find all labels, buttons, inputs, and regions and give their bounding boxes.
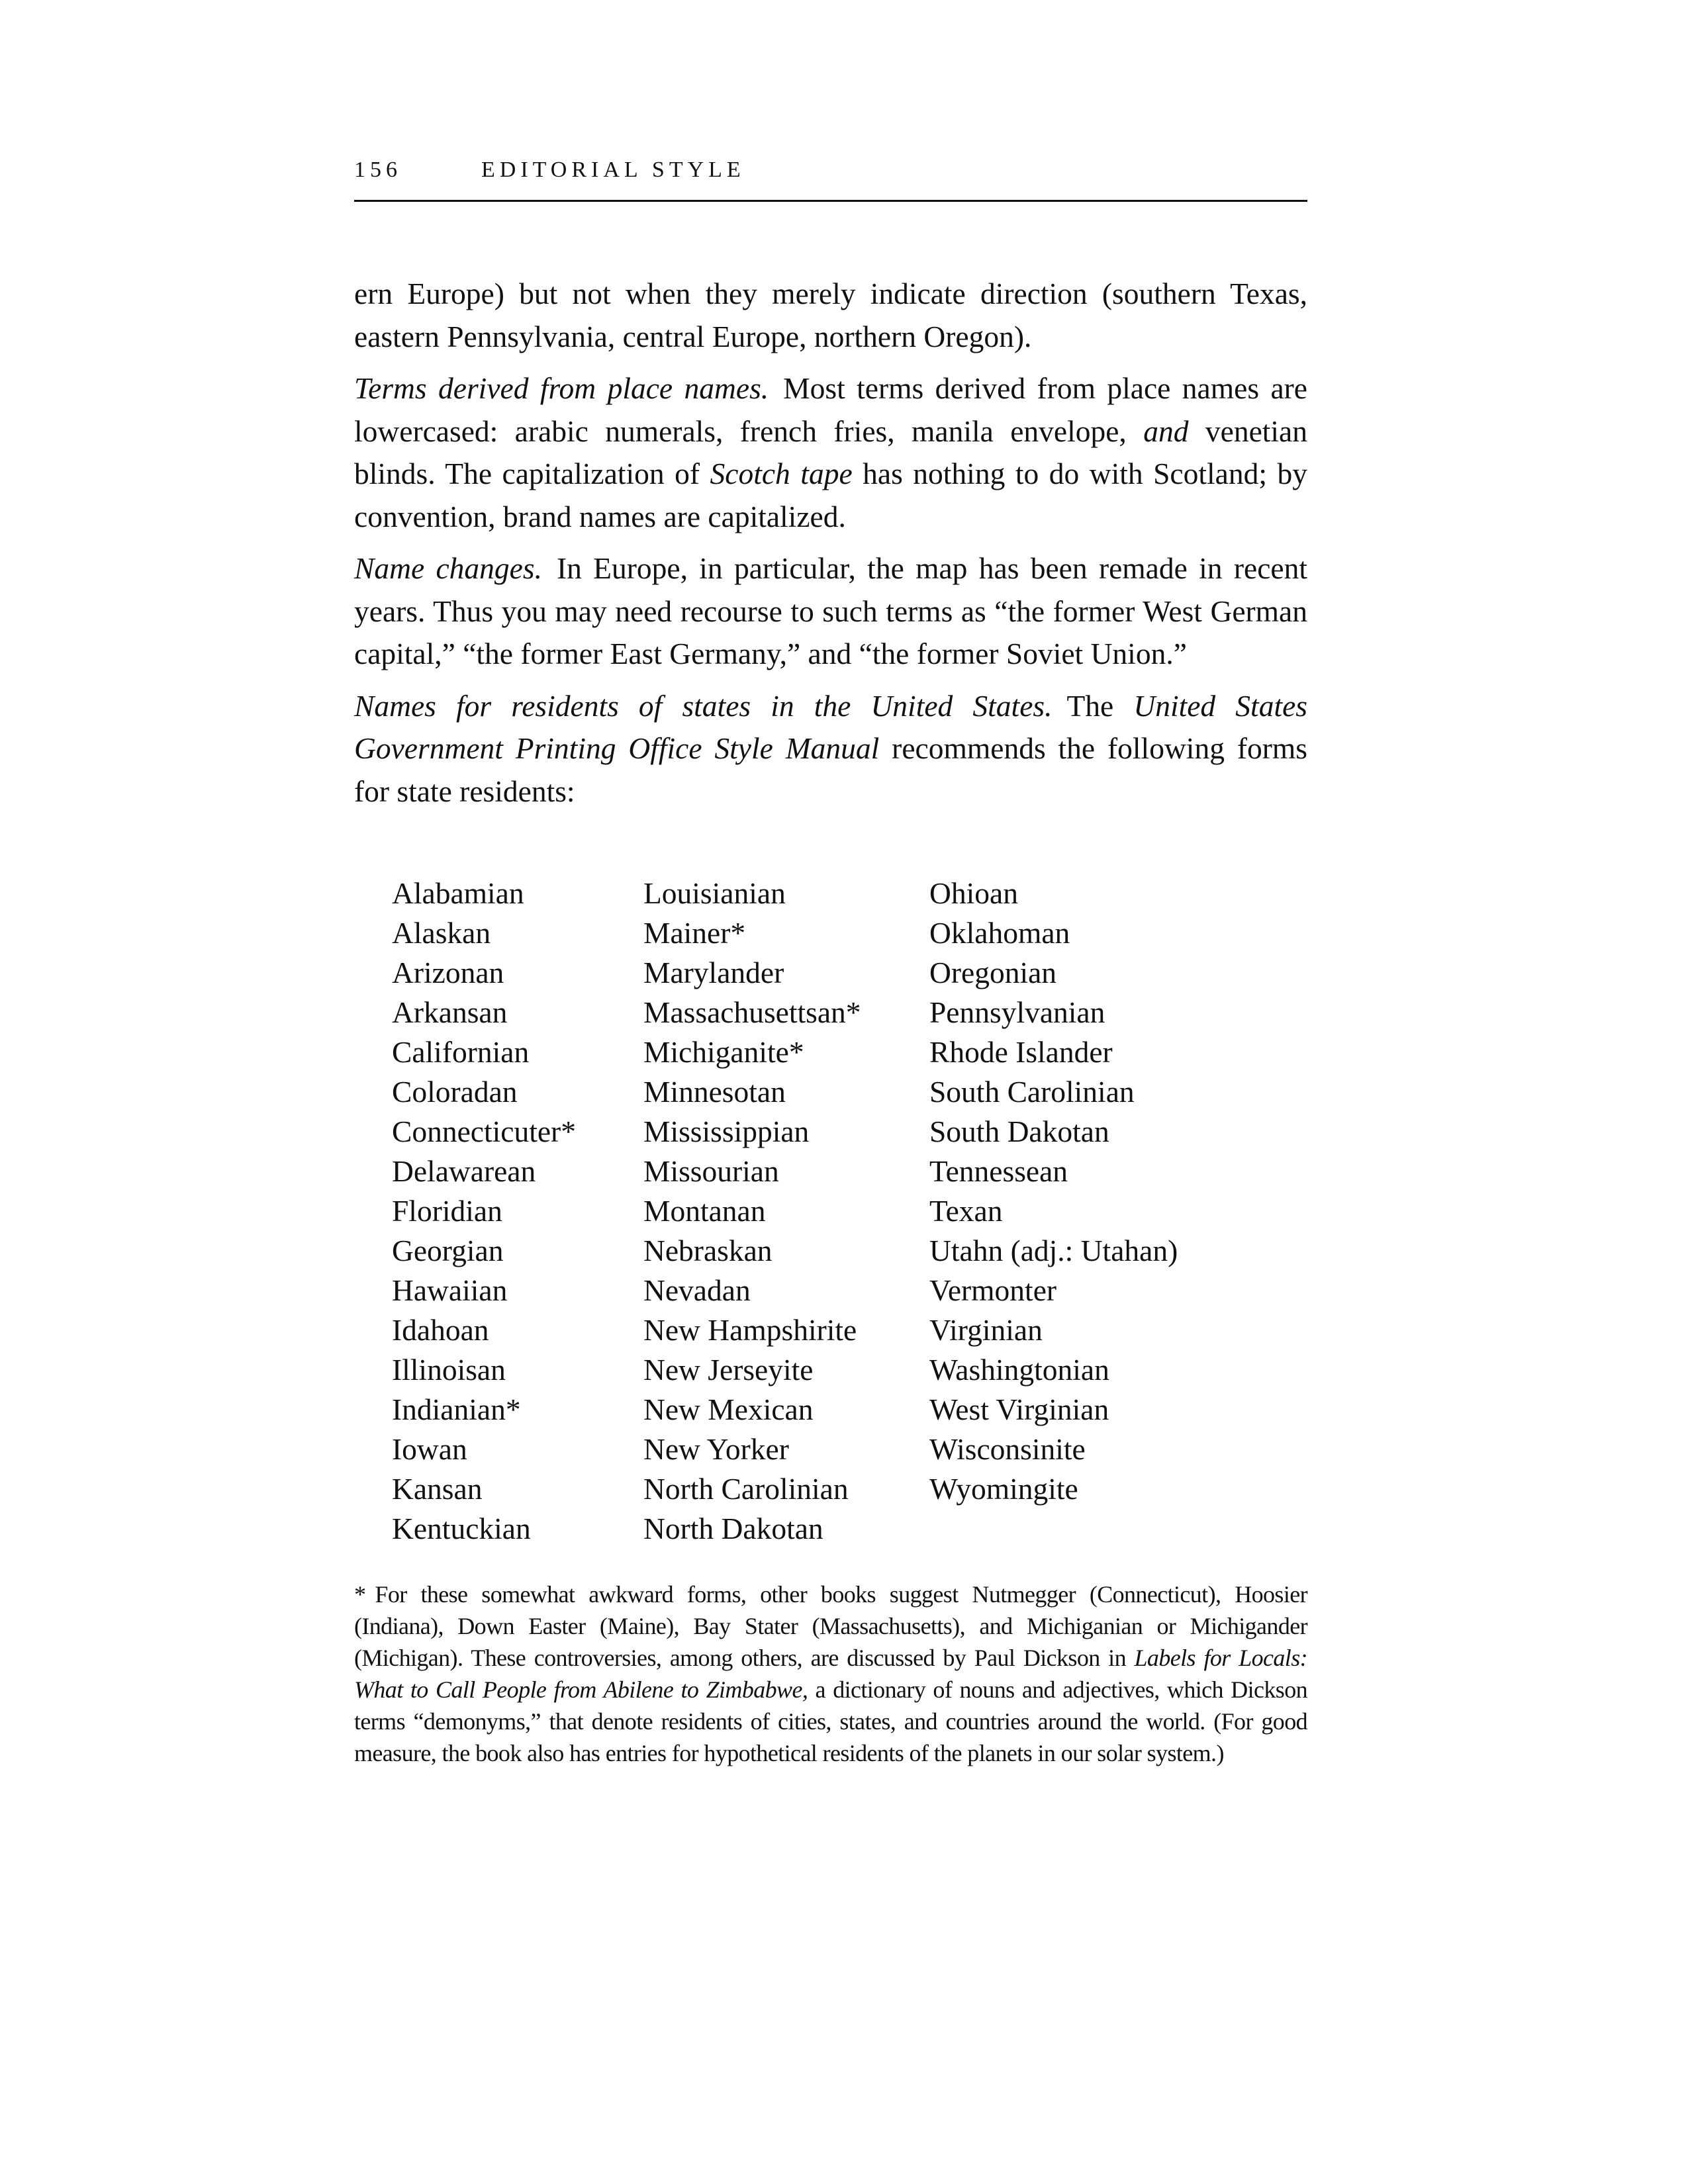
list-item: Virginian	[929, 1313, 1043, 1347]
list-item: Rhode Islander	[929, 1035, 1113, 1069]
list-item: Mainer*	[643, 916, 746, 950]
italic-text: and	[1143, 414, 1189, 448]
list-item: Tennessean	[929, 1154, 1068, 1188]
footnote-book-title: Labels for Locals: What to Call People from Abilene to Zimbabwe,	[354, 1645, 1307, 1703]
list-item: Arkansan	[392, 995, 508, 1029]
paragraph-text: has nothing to do with Scotland; by convention, brand names are capitalized.	[354, 457, 1307, 533]
list-item: Marylander	[643, 956, 784, 989]
paragraph-place-name-terms	[354, 367, 1307, 538]
list-item: Ohioan	[929, 876, 1018, 910]
list-item: Alabamian	[392, 876, 524, 910]
list-item: Mississippian	[643, 1115, 810, 1148]
paragraph-continuation	[354, 273, 1307, 358]
list-item: Californian	[392, 1035, 530, 1069]
list-item: Indianian*	[392, 1392, 521, 1426]
list-item: Oregonian	[929, 956, 1057, 989]
list-item: Nebraskan	[643, 1234, 773, 1267]
list-item: Oklahoman	[929, 916, 1070, 950]
list-column-2	[643, 874, 861, 1549]
list-item: New Mexican	[643, 1392, 814, 1426]
list-item: Michiganite*	[643, 1035, 804, 1069]
list-item: Wisconsinite	[929, 1432, 1086, 1466]
list-item: Montanan	[643, 1194, 766, 1228]
running-title: EDITORIAL STYLE	[481, 158, 745, 182]
list-item: South Dakotan	[929, 1115, 1109, 1148]
list-item: Delawarean	[392, 1154, 536, 1188]
list-item: New Yorker	[643, 1432, 789, 1466]
body-text	[354, 273, 1307, 822]
list-item: Kansan	[392, 1472, 483, 1506]
list-item: Georgian	[392, 1234, 504, 1267]
paragraph-state-residents	[354, 685, 1307, 813]
list-item: Coloradan	[392, 1075, 518, 1109]
list-item: Wyomingite	[929, 1472, 1078, 1506]
run-in-heading: Terms derived from place names.	[354, 371, 769, 405]
paragraph-text: In Europe, in particular, the map has been remade in recent years. Thus you may need recourse to such terms as “the former West German capital,” “the former East Germany,” and “the former Soviet Union.”	[354, 551, 1307, 670]
list-item: Minnesotan	[643, 1075, 786, 1109]
list-item: Connecticuter*	[392, 1115, 576, 1148]
list-column-1	[392, 874, 576, 1549]
list-item: Floridian	[392, 1194, 502, 1228]
paragraph-name-changes	[354, 547, 1307, 676]
paragraph-text: The	[1066, 688, 1134, 723]
paragraph-text: recommends the following forms for state residents:	[354, 731, 1307, 808]
list-item: Kentuckian	[392, 1512, 531, 1545]
header-rule	[354, 200, 1307, 202]
list-item: Idahoan	[392, 1313, 489, 1347]
running-head	[354, 158, 1307, 184]
list-item: Washingtonian	[929, 1353, 1109, 1387]
list-item: New Hampshirite	[643, 1313, 857, 1347]
run-in-heading: Name changes.	[354, 551, 542, 585]
run-in-heading: Names for residents of states in the United States.	[354, 688, 1053, 723]
list-item: Illinoisan	[392, 1353, 506, 1387]
list-item: Alaskan	[392, 916, 491, 950]
list-column-3	[929, 874, 1178, 1509]
list-item: Louisianian	[643, 876, 786, 910]
footnote-text: For these somewhat awkward forms, other books suggest Nutmegger (Connecticut), Hoosier (Indiana), Down Easter (Maine), Bay Stater (Massachusetts), and Michiganian or Michigander (Michigan). These controversies, among others, are discussed by Paul Dickson in	[354, 1581, 1307, 1671]
list-item: Arizonan	[392, 956, 504, 989]
list-item: Nevadan	[643, 1273, 751, 1307]
list-item: North Carolinian	[643, 1472, 849, 1506]
list-item: North Dakotan	[643, 1512, 823, 1545]
page-number: 156	[354, 158, 402, 182]
list-item: Missourian	[643, 1154, 779, 1188]
list-item: Iowan	[392, 1432, 467, 1466]
paragraph-text: ern Europe) but not when they merely indicate direction (southern Texas, eastern Pennsylvania, central Europe, northern Oregon).	[354, 277, 1307, 353]
list-item: Utahn (adj.: Utahan)	[929, 1234, 1178, 1267]
italic-text: Scotch tape	[710, 457, 853, 490]
italic-text: United States Government Printing Office Style Manual	[354, 688, 1307, 765]
footnote-text: a dictionary of nouns and adjectives, which Dickson terms “demonyms,” that denote residents of cities, states, and countries around the world. (For good measure, the book also has entries for hypothetical residents of the planets in our solar system.)	[354, 1676, 1307, 1766]
list-item: Vermonter	[929, 1273, 1057, 1307]
list-item: Hawaiian	[392, 1273, 508, 1307]
list-item: West Virginian	[929, 1392, 1109, 1426]
footnote	[354, 1578, 1307, 1769]
list-item: Pennsylvanian	[929, 995, 1105, 1029]
list-item: South Carolinian	[929, 1075, 1135, 1109]
list-item: Massachusettsan*	[643, 995, 861, 1029]
list-item: New Jerseyite	[643, 1353, 814, 1387]
paragraph-text: Most terms derived from place names are lowercased: arabic numerals, french fries, manila envelope,	[354, 371, 1307, 448]
paragraph-text: venetian blinds. The capitalization of	[354, 414, 1307, 490]
footnote-mark: *	[354, 1581, 366, 1608]
list-item: Texan	[929, 1194, 1003, 1228]
